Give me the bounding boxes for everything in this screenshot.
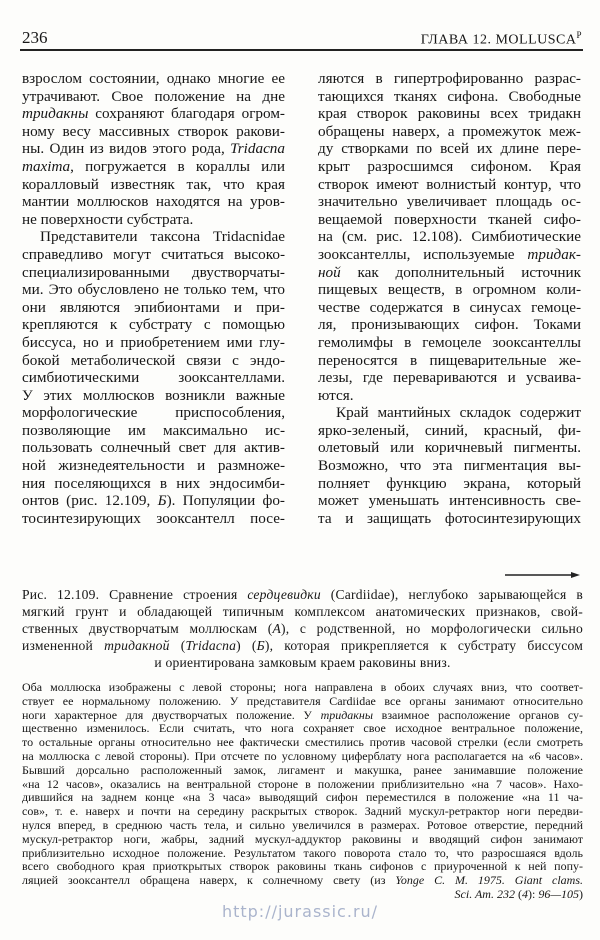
italic-text: maxima [22, 157, 71, 175]
text-line [318, 211, 581, 229]
text-line [22, 422, 285, 440]
text-segment: (Cardiidae), неглубоко зарывающейся в [320, 587, 583, 602]
running-head-superscript: P [576, 30, 582, 40]
text-segment: Край мантийных складок содержит [336, 404, 581, 422]
text-line [22, 352, 285, 370]
header-rule [20, 49, 583, 51]
text-segment: может уменьшать интенсивность све- [318, 492, 581, 510]
text-segment: ) ( [236, 638, 257, 653]
italic-text: Sci. Am. 232 [454, 886, 515, 901]
text-line [22, 70, 285, 88]
text-segment: нулся вперед, в среднюю часть тела, и сильно увеличился в размерах. Ротовое отверстие, передний [22, 817, 583, 832]
italic-text: А [272, 621, 282, 636]
text-line [22, 316, 285, 334]
text-segment: ляцией зооксантелл обращена наверх, к солнечному свету (из [22, 873, 396, 888]
italic-text: тридак- [527, 245, 581, 263]
text-line [318, 176, 581, 194]
text-line [22, 264, 285, 282]
text-segment: Возможно, что эта пигментация вы- [318, 457, 581, 475]
text-line [22, 620, 583, 637]
text-segment: ствует ее нормальному положению. У представителя Cardiidae все органы занимают относительно [22, 693, 583, 708]
text-segment: ственных двустворчатым моллюскам ( [22, 621, 273, 636]
text-column-right [318, 70, 581, 527]
text-segment: Рис. 12.109. Сравнение строения [22, 587, 248, 602]
text-line [22, 228, 285, 246]
figure-caption-note [22, 681, 583, 902]
text-column-left [22, 70, 285, 527]
text-segment: онтов (рис. 12.109, [22, 492, 158, 510]
text-line [22, 695, 583, 709]
text-segment: ноги характерное для двустворчатых положение. У [22, 707, 321, 722]
text-line [318, 123, 581, 141]
text-segment: ), которая прикрепляется к субстрату биссусом [264, 638, 583, 653]
text-segment: на моллюска с левой стороны). При отсчете по условному циферблату нога располагается на «6 часов». [22, 748, 583, 763]
text-line [318, 475, 581, 493]
text-segment: ны. Один из видов этого рода, [22, 140, 231, 158]
text-segment: мускул-ретрактор ноги, жабры, задний мускул-аддуктор раковины и вводящий сифон занимают [22, 831, 583, 846]
text-segment: ду створками по всей их длине пере- [318, 140, 581, 158]
text-segment: Оба моллюска изображены с левой стороны; нога направлена в обоих случаях вниз, что соответ- [22, 680, 583, 694]
text-line [318, 492, 581, 510]
text-line [22, 369, 285, 387]
text-line [22, 211, 285, 229]
text-segment: всего свободного края приоткрытых створок раковины ткань сифонов с приуроченной к ней попу- [22, 859, 583, 874]
text-segment: пищевых веществ, в огромном коли- [318, 281, 581, 299]
text-segment: они являются эпибионтами и при- [22, 298, 285, 316]
text-segment: ): [527, 886, 539, 901]
text-line [318, 246, 581, 264]
text-segment: створок имеют волнистый контур, что [318, 175, 581, 193]
text-line [22, 193, 285, 211]
text-line [22, 764, 583, 778]
text-segment: полняет функцию экрана, который [318, 474, 581, 492]
italic-text: Yonge C. M. 1975. Giant clams. [395, 873, 584, 888]
text-segment: морфологические приспособления, [22, 404, 285, 422]
text-line [318, 299, 581, 317]
text-line [318, 404, 581, 422]
text-segment: утрачивают. Свое положение на дне [22, 87, 285, 105]
text-segment: ния поселяющихся в них эндосимби- [22, 474, 285, 492]
text-line [22, 140, 285, 158]
text-line [22, 874, 583, 888]
text-line [318, 352, 581, 370]
text-line [22, 860, 583, 874]
text-segment: специализированными двустворчаты- [22, 263, 285, 281]
text-segment: пользовать солнечный свет для актив- [22, 439, 285, 457]
text-line [318, 158, 581, 176]
text-segment: коралловый известняк так, что края [22, 175, 285, 193]
text-segment: взрослом состоянии, однако многие ее [22, 70, 285, 87]
text-segment: ) [579, 886, 583, 901]
text-line [22, 475, 285, 493]
text-segment: «на 12 часов», оказались на вентральной стороне в положении приблизительно «на 7 часов». Нахо- [22, 776, 583, 791]
text-segment: У этих моллюсков возникли важные [22, 386, 285, 404]
text-segment: позволяющие им максимально ис- [22, 421, 285, 439]
text-segment: лезы, где перевариваются и усваива- [318, 369, 581, 387]
italic-text: 4 [521, 886, 528, 901]
text-segment: та и защищать фотосинтезирующих [318, 509, 581, 527]
text-segment: ). Популяции фо- [166, 492, 285, 510]
text-line [22, 492, 285, 510]
text-segment: , погружается в кораллы или [70, 157, 285, 175]
text-segment: ), с родственной, но морфологически сильно [281, 621, 583, 636]
text-segment: вещаемой поверхности тканей сифо- [318, 210, 581, 228]
text-segment: мантии моллюсков находятся на уров- [22, 193, 285, 211]
text-line [318, 264, 581, 282]
text-segment: края створок раковины всех тридакн [318, 105, 581, 123]
italic-text: Tridacna [185, 638, 237, 653]
text-line [318, 140, 581, 158]
italic-text: тридакной [104, 638, 170, 653]
italic-text: тридакны [22, 105, 89, 123]
text-segment: честве содержатся в синусах гемоце- [318, 298, 581, 316]
text-segment: ярко-зеленый, синий, красный, фи- [318, 421, 581, 439]
text-segment: щественно изменилось. Если считать, что нога сохраняет свое исходное вентральное положение, [22, 721, 583, 736]
text-segment: ля, пронизывающих сифон. Токами [318, 316, 581, 334]
text-segment: ному весу массивных створок ракови- [22, 122, 285, 140]
text-line [22, 404, 285, 422]
text-line [22, 586, 583, 603]
text-segment: ной жизнедеятельности и размноже- [22, 457, 285, 475]
text-line [22, 123, 285, 141]
text-line [22, 105, 285, 123]
text-line [318, 439, 581, 457]
page-number: 236 [22, 28, 48, 47]
text-line [22, 334, 285, 352]
text-line [318, 105, 581, 123]
text-segment: сохраняют благодаря огром- [88, 105, 285, 123]
text-line [22, 750, 583, 764]
text-segment: переносятся в пищеварительные же- [318, 351, 581, 369]
text-line [22, 457, 285, 475]
italic-text: 96—105 [538, 886, 579, 901]
text-segment: биссуса, но и приобретением ими глу- [22, 333, 285, 351]
italic-text: сердцевидки [247, 587, 321, 602]
text-segment: ми. Это обусловлено не только тем, что [22, 281, 285, 299]
text-line [22, 681, 583, 695]
text-segment: крепляются к субстрату с помощью [22, 316, 285, 334]
text-segment: гемолимфы в гемоцеле зооксантеллы [318, 333, 581, 351]
text-line [22, 246, 285, 264]
text-line [318, 510, 581, 528]
text-segment: Представители таксона Tridacnidae [40, 228, 285, 246]
text-line [318, 387, 581, 405]
text-line [22, 722, 583, 736]
text-line [22, 439, 285, 457]
text-line [22, 88, 285, 106]
text-line [318, 369, 581, 387]
text-segment: мягкий грунт и обладающей типичным комплексом анатомических признаков, свой- [22, 604, 583, 619]
text-segment: бокой метаболической связи с эндо- [22, 351, 285, 369]
text-segment: крыт разросшимся сифоном. Края [318, 157, 581, 175]
text-segment: тосинтезирующих зооксантелл посе- [22, 509, 285, 527]
text-segment: измененной [22, 638, 105, 653]
text-segment: взаимное расположение органов су- [373, 707, 583, 722]
text-line [22, 791, 583, 805]
watermark: http://jurassic.ru/ [221, 902, 379, 921]
text-segment: ( [169, 638, 186, 653]
italic-text: тридакны [320, 707, 373, 722]
text-line [22, 158, 285, 176]
text-line [22, 778, 583, 792]
text-line [22, 603, 583, 620]
text-line [318, 334, 581, 352]
text-segment: справедливо могут считаться высоко- [22, 245, 285, 263]
text-segment: сов», т. е. наверх и почти на середину раскрытых створок. Задний мускул-ретрактор ноги передви- [22, 804, 583, 819]
text-line [318, 88, 581, 106]
text-segment: зооксантеллы, используемые [318, 245, 528, 263]
text-line [22, 299, 285, 317]
italic-text: ной [318, 263, 341, 281]
text-line [22, 510, 285, 528]
text-segment: Бывший дорсально расположенный замок, лигамент и макушка, ранее занимавшие положение [22, 762, 583, 777]
text-line [22, 805, 583, 819]
continue-arrow-icon [505, 570, 580, 580]
text-segment: ( [514, 886, 522, 901]
text-segment: обращены наверх, а промежуток меж- [318, 122, 581, 140]
text-line [22, 833, 583, 847]
text-line [318, 281, 581, 299]
text-segment: ляются в гипертрофированно разрас- [318, 70, 581, 87]
italic-text: Tridacna [230, 140, 285, 158]
text-segment: то остальные органы относительно нее фактически сместились против часовой стрелки (если смотреть [22, 735, 583, 750]
text-segment: значительно увеличивает площадь ос- [318, 193, 581, 211]
text-line [22, 847, 583, 861]
text-segment: как дополнительный источник [340, 263, 581, 281]
text-segment: и ориентирована замковым краем раковины вниз. [154, 655, 451, 670]
italic-text: Б [256, 638, 265, 653]
text-segment: ются. [318, 386, 354, 404]
text-line [22, 176, 285, 194]
text-line [318, 228, 581, 246]
text-segment: олетовый или коричневый пигменты. [318, 439, 581, 457]
text-line [318, 316, 581, 334]
text-segment: не поверхности субстрата. [22, 210, 194, 228]
text-line [318, 422, 581, 440]
text-segment: на (см. рис. 12.108). Симбиотические [318, 228, 581, 246]
text-line [22, 387, 285, 405]
italic-text: Б [157, 492, 167, 510]
running-head [421, 30, 582, 49]
text-line [22, 888, 583, 902]
text-line [22, 637, 583, 654]
text-line [22, 281, 285, 299]
text-segment: приблизительно исходное положение. Результатом такого поворота стало то, что разросшаяся вдоль [22, 845, 583, 860]
text-line [318, 70, 581, 88]
figure-caption [22, 586, 583, 671]
text-segment: тающихся тканях сифона. Свободные [318, 87, 581, 105]
text-line [22, 709, 583, 723]
text-line [318, 193, 581, 211]
text-segment: симбиотическими зооксантеллами. [22, 369, 285, 387]
running-head-text: ГЛАВА 12. MOLLUSCA [420, 32, 577, 48]
text-line [22, 819, 583, 833]
text-segment: дившийся на заднем конце «на 3 часа» выводящий сифон переместился в положение «на 11 ча- [22, 790, 583, 805]
text-line [22, 736, 583, 750]
text-line [318, 457, 581, 475]
text-line [22, 654, 583, 671]
